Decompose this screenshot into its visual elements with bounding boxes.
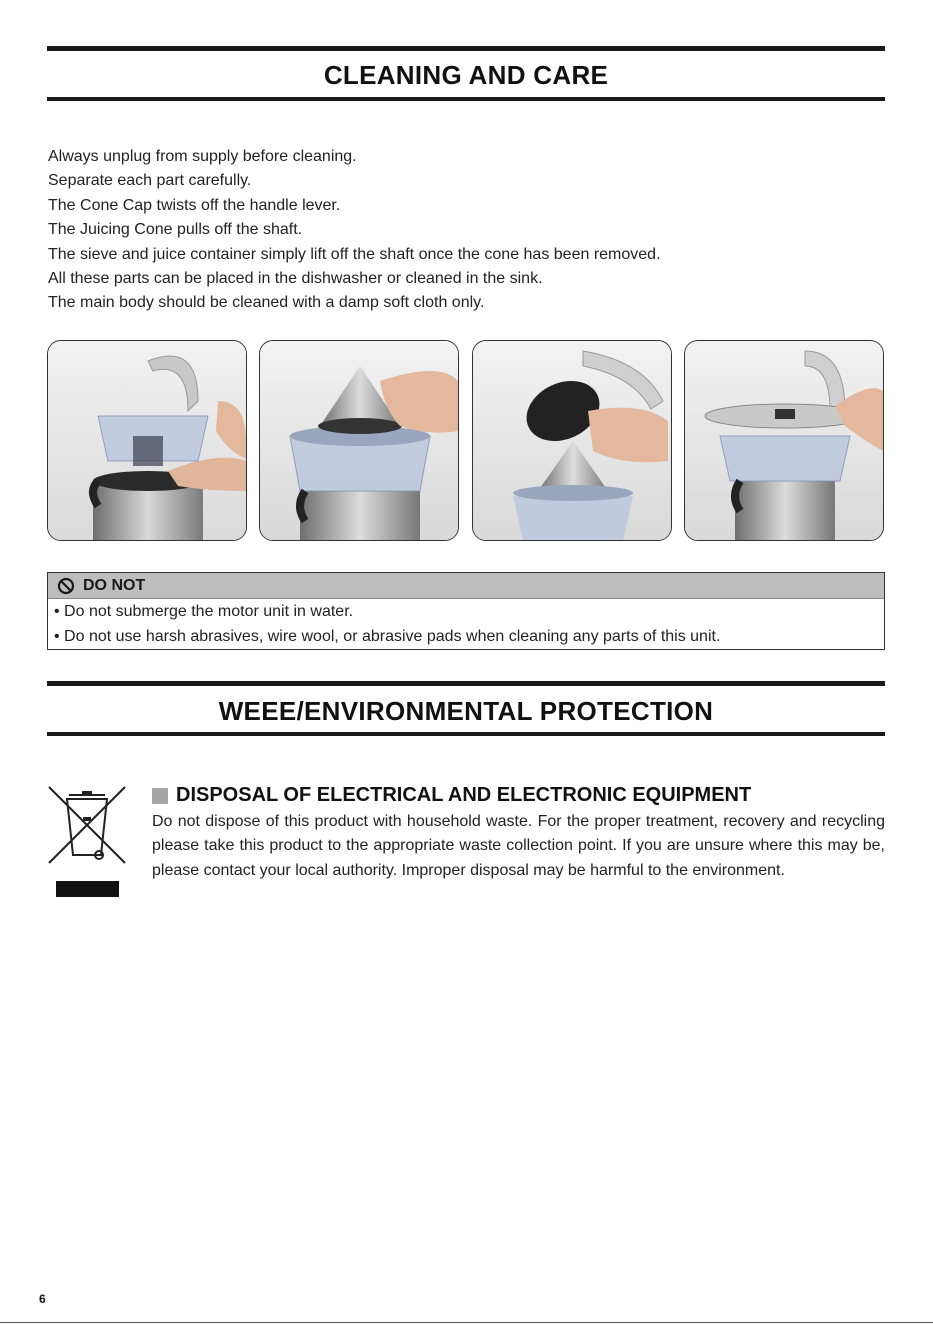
- do-not-item: • Do not submerge the motor unit in water.: [54, 603, 354, 620]
- do-not-title: DO NOT: [83, 576, 146, 594]
- bullet-square-icon: [152, 788, 168, 804]
- section-title-weee: WEEE/ENVIRONMENTAL PROTECTION: [218, 696, 714, 726]
- juicer-photo-remove-sieve: [684, 340, 884, 541]
- juicer-photo-remove-cone: [259, 340, 459, 541]
- instruction-line: All these parts can be placed in the dishwasher or cleaned in the sink.: [48, 270, 543, 288]
- top-rule-2: [47, 97, 885, 101]
- instruction-line: Always unplug from supply before cleaning.: [48, 148, 357, 165]
- juicer-photo-cone-cap: [472, 340, 672, 541]
- instruction-line: Separate each part carefully.: [48, 172, 252, 190]
- weee-rule-1: [47, 681, 885, 686]
- juicer-photo-remove-container: [47, 340, 247, 541]
- top-rule-1: [47, 46, 885, 51]
- do-not-header: [48, 573, 884, 599]
- bottom-rule: [0, 1322, 933, 1323]
- instruction-line: The Cone Cap twists off the handle lever.: [48, 196, 341, 214]
- disposal-subtitle: [152, 784, 751, 807]
- page-number: 6: [39, 1292, 46, 1306]
- do-not-box: [47, 572, 885, 650]
- disposal-subtitle-text: DISPOSAL OF ELECTRICAL AND ELECTRONIC EQUIPMENT: [176, 784, 752, 806]
- do-not-list: [48, 599, 884, 649]
- do-not-item: • Do not use harsh abrasives, wire wool, or abrasive pads when cleaning any parts of this unit.: [54, 628, 721, 645]
- instruction-line: The sieve and juice container simply lift off the shaft once the cone has been removed.: [48, 245, 661, 263]
- prohibited-icon: [57, 577, 75, 595]
- instruction-line: The main body should be cleaned with a damp soft cloth only.: [48, 294, 485, 312]
- cleaning-photo-strip: [47, 340, 885, 541]
- disposal-body: Do not dispose of this product with household waste. For the proper treatment, recovery and recycling please take this product to the appropriate waste collection point. If you are unsure where this may be, please contact your local authority. Improper disposal may be harmful to the environment.: [152, 813, 885, 879]
- section-title-cleaning: CLEANING AND CARE: [323, 60, 609, 90]
- crossed-out-wheelie-bin-icon: [47, 785, 127, 899]
- cleaning-instructions: [48, 145, 888, 316]
- instruction-line: The Juicing Cone pulls off the shaft.: [48, 221, 303, 239]
- weee-rule-2: [47, 732, 885, 736]
